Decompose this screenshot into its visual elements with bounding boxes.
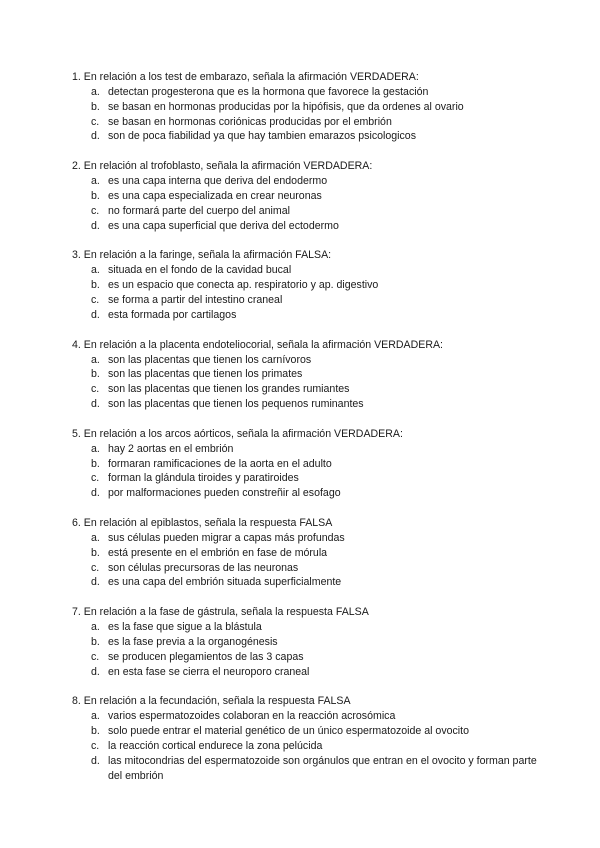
question-7 xyxy=(72,605,542,679)
option-letter: b. xyxy=(91,457,100,470)
quiz-content xyxy=(72,70,542,798)
option-item xyxy=(72,100,542,115)
option-letter: a. xyxy=(91,531,100,544)
option-text: es la fase que sigue a la blástula xyxy=(108,621,262,634)
option-letter: c. xyxy=(91,739,100,752)
option-item xyxy=(72,486,542,501)
option-list xyxy=(72,531,542,590)
option-text: forman la glándula tiroides y paratiroides xyxy=(108,472,299,485)
option-letter: b. xyxy=(91,368,100,381)
option-letter: c. xyxy=(91,204,100,217)
question-text: 6. En relación al epiblastos, señala la respuesta FALSA xyxy=(72,516,333,529)
option-letter: b. xyxy=(91,189,100,202)
option-letter: b. xyxy=(91,279,100,292)
option-letter: c. xyxy=(91,650,100,663)
option-item xyxy=(72,546,542,561)
option-letter: d. xyxy=(91,487,100,500)
option-letter: d. xyxy=(91,397,100,410)
option-item xyxy=(72,620,542,635)
option-item xyxy=(72,457,542,472)
option-letter: b. xyxy=(91,725,100,738)
option-item xyxy=(72,278,542,293)
option-letter: d. xyxy=(91,576,100,589)
option-item xyxy=(72,85,542,100)
option-text: es una capa especializada en crear neuronas xyxy=(108,189,322,202)
option-item xyxy=(72,575,542,590)
option-item xyxy=(72,442,542,457)
option-list xyxy=(72,442,542,501)
option-item xyxy=(72,739,542,754)
question-text: 4. En relación a la placenta endoteliocorial, señala la afirmación VERDADERA: xyxy=(72,338,443,351)
option-text: está presente en el embrión en fase de mórula xyxy=(108,546,328,559)
option-letter: d. xyxy=(91,130,100,143)
option-list xyxy=(72,620,542,679)
option-letter: d. xyxy=(91,754,100,767)
option-text: por malformaciones pueden constreñir al esofago xyxy=(108,487,341,500)
option-letter: a. xyxy=(91,264,100,277)
option-letter: a. xyxy=(91,86,100,98)
option-item xyxy=(72,189,542,204)
option-item xyxy=(72,308,542,323)
question-1 xyxy=(72,70,542,144)
option-item xyxy=(72,115,542,130)
question-2 xyxy=(72,159,542,233)
question-text: 3. En relación a la faringe, señala la afirmación FALSA: xyxy=(72,249,332,262)
option-list xyxy=(72,263,542,322)
option-letter: c. xyxy=(91,561,100,574)
option-text: son las placentas que tienen los primates xyxy=(108,368,303,381)
option-text: es la fase previa a la organogénesis xyxy=(108,635,278,648)
option-text: se basan en hormonas coriónicas producidas por el embrión xyxy=(108,115,392,128)
option-letter: a. xyxy=(91,621,100,634)
option-list xyxy=(72,353,542,412)
option-item xyxy=(72,724,542,739)
option-list xyxy=(72,709,542,783)
option-text: formaran ramificaciones de la aorta en el adulto xyxy=(108,457,332,470)
option-item xyxy=(72,174,542,189)
option-item xyxy=(72,129,542,144)
option-text: son las placentas que tienen los pequenos ruminantes xyxy=(108,397,364,410)
option-text: en esta fase se cierra el neuroporo craneal xyxy=(108,665,310,678)
option-letter: b. xyxy=(91,100,100,113)
question-text: 5. En relación a los arcos aórticos, señala la afirmación VERDADERA: xyxy=(72,427,403,440)
option-text: sus células pueden migrar a capas más profundas xyxy=(108,531,345,544)
option-letter: d. xyxy=(91,219,100,232)
question-5 xyxy=(72,427,542,501)
option-text: son las placentas que tienen los grandes rumiantes xyxy=(108,383,350,396)
option-letter: a. xyxy=(91,353,100,366)
option-item xyxy=(72,353,542,368)
question-text: 8. En relación a la fecundación, señala la respuesta FALSA xyxy=(72,695,351,708)
option-item xyxy=(72,397,542,412)
option-item xyxy=(72,263,542,278)
option-item xyxy=(72,471,542,486)
option-item xyxy=(72,754,542,784)
option-letter: c. xyxy=(91,472,100,485)
option-item xyxy=(72,561,542,576)
question-text: 7. En relación a la fase de gástrula, señala la respuesta FALSA xyxy=(72,606,369,619)
option-item xyxy=(72,293,542,308)
question-text: 2. En relación al trofoblasto, señala la afirmación VERDADERA: xyxy=(72,160,373,173)
option-text: son células precursoras de las neuronas xyxy=(108,561,299,574)
option-text: la reacción cortical endurece la zona pelúcida xyxy=(108,739,323,752)
question-4 xyxy=(72,338,542,412)
option-text: se forma a partir del intestino craneal xyxy=(108,293,283,306)
option-item xyxy=(72,219,542,234)
option-letter: b. xyxy=(91,546,100,559)
option-item xyxy=(72,665,542,680)
option-text: varios espermatozoides colaboran en la reacción acrosómica xyxy=(108,710,396,723)
option-letter: c. xyxy=(91,293,100,306)
question-6 xyxy=(72,516,542,590)
option-item xyxy=(72,650,542,665)
option-text: es una capa interna que deriva del endodermo xyxy=(108,175,328,188)
option-letter: a. xyxy=(91,175,100,188)
option-text: esta formada por cartilagos xyxy=(108,308,237,321)
option-list xyxy=(72,85,542,144)
option-text: es un espacio que conecta ap. respiratorio y ap. digestivo xyxy=(108,279,379,292)
option-letter: a. xyxy=(91,710,100,723)
option-item xyxy=(72,367,542,382)
option-letter: a. xyxy=(91,442,100,455)
option-text: situada en el fondo de la cavidad bucal xyxy=(108,264,292,277)
option-text: hay 2 aortas en el embrión xyxy=(108,442,234,455)
option-text: son de poca fiabilidad ya que hay tambien emarazos psicologicos xyxy=(108,130,416,143)
option-text: las mitocondrias del espermatozoide son orgánulos que entran en el ovocito y forman parte del embrión xyxy=(108,754,537,782)
option-item xyxy=(72,204,542,219)
option-item xyxy=(72,635,542,650)
question-8 xyxy=(72,694,542,783)
option-letter: d. xyxy=(91,665,100,678)
option-text: se basan en hormonas producidas por la hipófisis, que da ordenes al ovario xyxy=(108,100,464,113)
option-text: solo puede entrar el material genético de un único espermatozoide al ovocito xyxy=(108,725,469,738)
option-text: son las placentas que tienen los carnívoros xyxy=(108,353,312,366)
option-letter: c. xyxy=(91,115,100,128)
option-item xyxy=(72,709,542,724)
question-text: 1. En relación a los test de embarazo, señala la afirmación VERDADERA: xyxy=(72,71,419,83)
option-letter: b. xyxy=(91,635,100,648)
option-item xyxy=(72,531,542,546)
option-letter: d. xyxy=(91,308,100,321)
option-text: es una capa del embrión situada superficialmente xyxy=(108,576,342,589)
option-text: detectan progesterona que es la hormona que favorece la gestación xyxy=(108,86,429,98)
option-text: es una capa superficial que deriva del ectodermo xyxy=(108,219,339,232)
question-3 xyxy=(72,248,542,322)
option-text: se producen plegamientos de las 3 capas xyxy=(108,650,304,663)
option-letter: c. xyxy=(91,383,100,396)
option-list xyxy=(72,174,542,233)
option-text: no formará parte del cuerpo del animal xyxy=(108,204,290,217)
option-item xyxy=(72,382,542,397)
